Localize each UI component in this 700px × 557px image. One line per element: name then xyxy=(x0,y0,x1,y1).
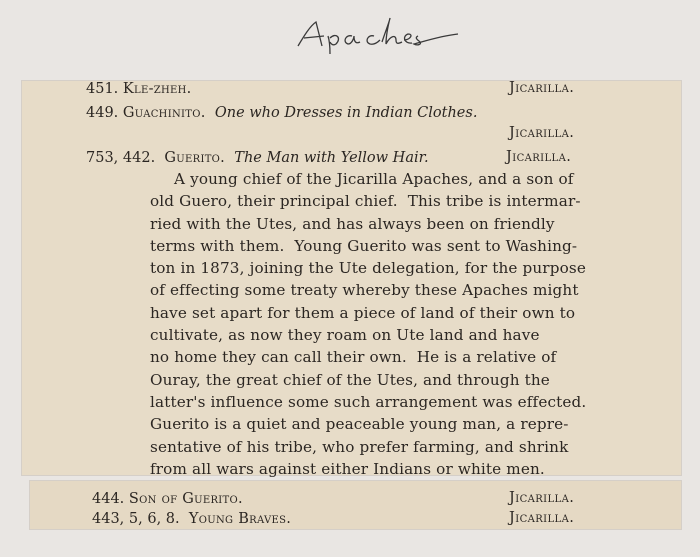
entry-translation: One who Dresses in Indian Clothes. xyxy=(214,105,478,121)
entry-number: 443, 5, 6, 8. xyxy=(92,511,180,527)
entry-tribe: Jicarilla. xyxy=(509,80,575,96)
entry-449 xyxy=(86,104,477,122)
description-paragraph xyxy=(150,168,600,480)
description-line: have set apart for them a piece of land of their own to xyxy=(150,303,576,322)
description-line: Ouray, the great chief of the Utes, and through the xyxy=(150,370,550,389)
description-line: cultivate, as now they roam on Ute land and have xyxy=(150,326,540,345)
entry-tribe: Jicarilla. xyxy=(509,510,575,526)
entry-number: 451. xyxy=(86,81,119,97)
description-line: Guerito is a quiet and peaceable young man, a repre- xyxy=(150,415,569,434)
entry-tribe: Jicarilla. xyxy=(506,149,572,165)
entry-name: Kle-zheh. xyxy=(122,81,192,97)
entry-443 xyxy=(92,510,291,528)
entry-753-442 xyxy=(86,149,429,167)
entry-number: 753, 442. xyxy=(86,150,156,166)
entry-tribe: Jicarilla. xyxy=(509,490,575,506)
entry-translation: The Man with Yellow Hair. xyxy=(234,150,429,166)
entry-name: Guerito. xyxy=(164,150,226,166)
entry-number: 444. xyxy=(92,491,125,507)
entry-name: Young Braves. xyxy=(188,511,292,527)
entry-444 xyxy=(92,490,243,508)
entry-name: Son of Guerito. xyxy=(128,491,243,507)
description-line: ton in 1873, joining the Ute delegation, for the purpose xyxy=(150,259,586,278)
description-line: sentative of his tribe, who prefer farming, and shrink xyxy=(150,437,569,456)
entry-number: 449. xyxy=(86,105,119,121)
description-line: ried with the Utes, and has always been on friendly xyxy=(150,214,555,233)
description-line: A young chief of the Jicarilla Apaches, and a son of xyxy=(174,170,574,188)
entry-name: Guachinito. xyxy=(122,105,206,121)
description-line: no home they can call their own. He is a relative of xyxy=(150,348,557,367)
handwritten-apaches-signature xyxy=(290,16,470,56)
description-line: latter's influence some such arrangement was effected. xyxy=(150,392,587,411)
entry-451 xyxy=(86,80,192,98)
description-line: from all wars against either Indians or white men. xyxy=(150,459,545,478)
description-line: of effecting some treaty whereby these Apaches might xyxy=(150,281,579,300)
description-line: old Guero, their principal chief. This tribe is intermar- xyxy=(150,192,581,211)
entry-tribe: Jicarilla. xyxy=(509,125,575,141)
description-line: terms with them. Young Guerito was sent to Washing- xyxy=(150,236,578,255)
handwritten-heading xyxy=(290,16,470,56)
